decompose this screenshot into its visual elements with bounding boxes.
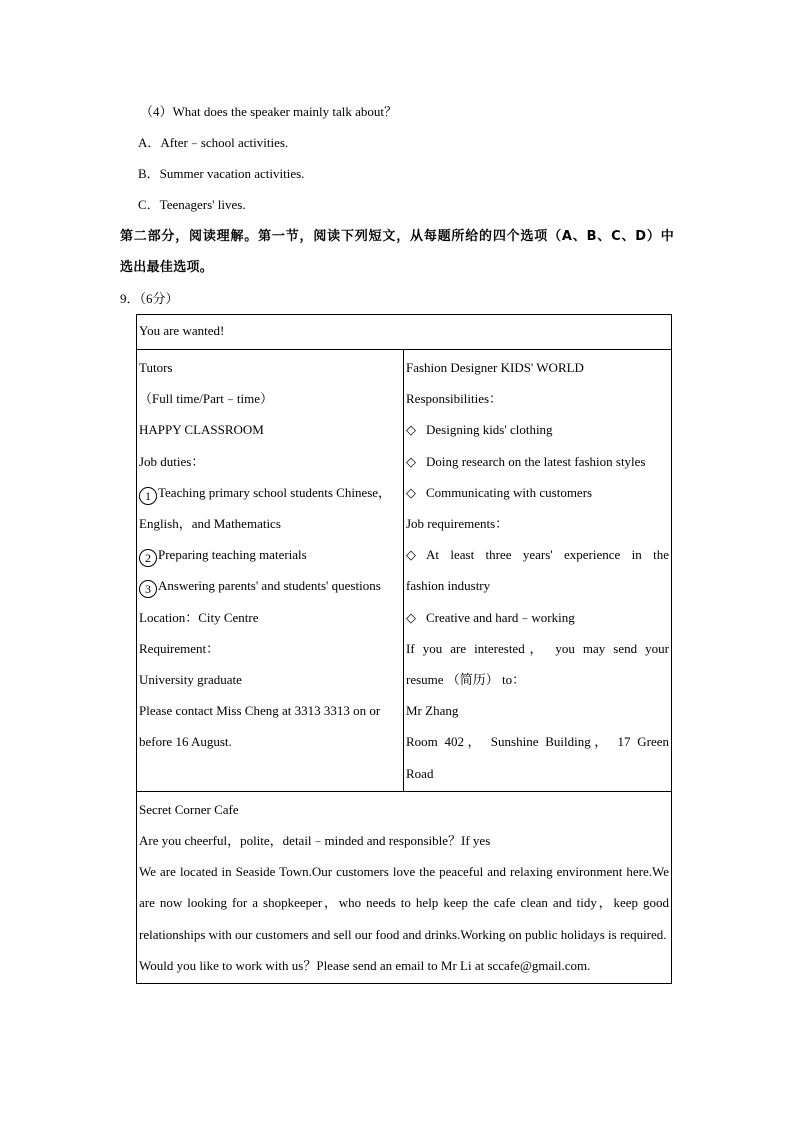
diamond-bullet-icon: ◇: [406, 422, 416, 438]
circled-number-1-icon: 1: [139, 487, 157, 505]
tutors-ad: [137, 350, 404, 792]
diamond-bullet-icon: ◇: [406, 453, 416, 469]
tutors-company: HAPPY CLASSROOM: [139, 422, 264, 438]
designer-resp-1: [406, 414, 669, 445]
cafe-body: We are located in Seaside Town.Our customers love the peaceful and relaxing environment here.We are now looking for a shopkeeper，who needs to help keep the cafe clean and tidy，keep good relationships with our customers and sell our food and drinks.Working on public holidays is required.: [139, 864, 670, 942]
designer-resp-2-text: Doing research on the latest fashion styles: [426, 453, 646, 469]
section-instruction-line-1: 第二部分，阅读理解。第一节，阅读下列短文，从每题所给的四个选项（A、B、C、D）中: [120, 229, 674, 244]
designer-resp-3-text: Communicating with customers: [426, 484, 593, 500]
designer-contact-name: Mr Zhang: [406, 703, 459, 719]
question-4-stem: （4）What does the speaker mainly talk about？: [140, 104, 398, 119]
tutors-duty-3: [139, 570, 401, 601]
job-ads-table: [136, 314, 672, 984]
designer-address-line-2: Road: [406, 765, 434, 781]
tutors-requirement: University graduate: [139, 672, 242, 688]
designer-title: Fashion Designer KIDS' WORLD: [406, 360, 584, 375]
tutors-contact-line-1: Please contact Miss Cheng at 3313 3313 on or: [139, 703, 381, 719]
diamond-bullet-icon: ◇: [406, 484, 416, 500]
diamond-bullet-icon: ◇: [406, 547, 416, 563]
designer-req-label: Job requirements：: [406, 516, 509, 532]
designer-ad: [404, 350, 672, 792]
question-4-option-b: B．Summer vacation activities.: [138, 166, 305, 181]
tutors-type: （Full time/Part﹣time）: [139, 391, 273, 407]
question-9-label: 9．（6分）: [120, 291, 179, 306]
cafe-title: Secret Corner Cafe: [139, 801, 239, 817]
tutors-duty-2: [139, 539, 401, 570]
tutors-requirement-label: Requirement：: [139, 640, 220, 656]
section-instruction-line-2: 选出最佳选项。: [120, 260, 214, 275]
question-4-option-a: A．After﹣school activities.: [138, 135, 289, 150]
circled-number-2-icon: 2: [139, 549, 157, 567]
designer-req-1a-text: At least three years' experience in the: [426, 547, 670, 563]
tutors-duty-1-cont: English，and Mathematics: [139, 516, 281, 532]
designer-address-line-1: Room 402， Sunshine Building， 17 Green: [406, 734, 670, 750]
tutors-contact-line-2: before 16 August.: [139, 734, 232, 750]
designer-req-1a: [406, 539, 669, 570]
designer-resp-label: Responsibilities：: [406, 391, 503, 407]
tutors-title: Tutors: [139, 360, 173, 375]
designer-resp-3: [406, 477, 669, 508]
designer-req-2: [406, 602, 669, 633]
tutors-duty-1: [139, 477, 401, 508]
cafe-line-1: Are you cheerful，polite，detail﹣minded and responsible？If yes: [139, 833, 491, 849]
cafe-closing: Would you like to work with us？Please send an email to Mr Li at sccafe@gmail.com.: [139, 957, 591, 973]
tutors-location: Location：City Centre: [139, 609, 259, 625]
question-4-option-c: C．Teenagers' lives.: [138, 197, 246, 212]
designer-resp-2: [406, 446, 669, 477]
tutors-duties-label: Job duties：: [139, 453, 205, 469]
diamond-bullet-icon: ◇: [406, 609, 416, 625]
tutors-duty-1-text: Teaching primary school students Chinese，: [158, 484, 392, 500]
designer-apply-line-1: If you are interested， you may send your: [406, 640, 670, 656]
ads-header-text: You are wanted!: [139, 323, 225, 338]
tutors-duty-2-text: Preparing teaching materials: [158, 547, 307, 563]
tutors-duty-3-text: Answering parents' and students' questions: [158, 578, 381, 594]
designer-req-2-text: Creative and hard﹣working: [426, 609, 575, 625]
ads-header: [137, 315, 672, 350]
designer-apply-line-2: resume （简历） to：: [406, 672, 526, 688]
designer-req-1b: fashion industry: [406, 578, 491, 594]
cafe-ad: [137, 791, 672, 983]
designer-resp-1-text: Designing kids' clothing: [426, 422, 553, 438]
circled-number-3-icon: 3: [139, 580, 157, 598]
